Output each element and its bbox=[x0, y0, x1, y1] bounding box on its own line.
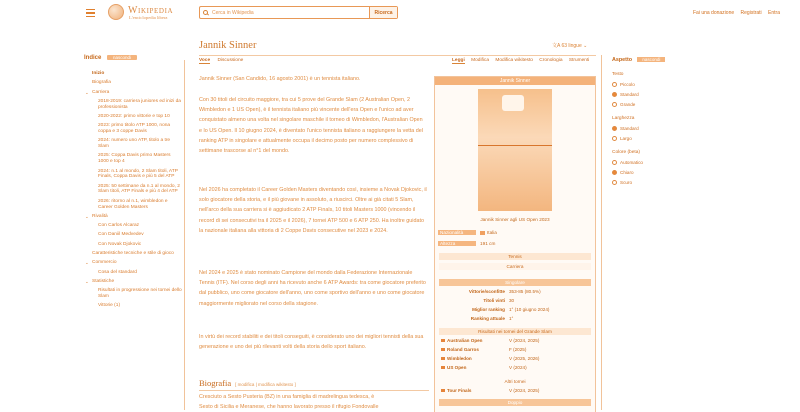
user-links bbox=[688, 10, 780, 16]
toc-item[interactable] bbox=[84, 279, 182, 285]
text-size-option-label: Standard bbox=[620, 92, 639, 97]
table-of-contents bbox=[84, 55, 182, 313]
tools-menu[interactable]: Strumenti bbox=[568, 58, 590, 63]
career-label: Carriera bbox=[439, 263, 591, 270]
toc-item-label: 2020-2022: primo vittorie e top 10 bbox=[98, 113, 170, 119]
toc-item[interactable] bbox=[84, 123, 182, 135]
toc-item-label: 2026: ritorno al n.1, wimbledon e Career Golden Masters bbox=[98, 198, 168, 210]
text-size-option[interactable] bbox=[612, 102, 692, 107]
chevron-down-icon[interactable]: ⌄ bbox=[85, 278, 89, 284]
chevron-down-icon: ⌄ bbox=[581, 43, 588, 49]
color-option-label: Automatico bbox=[620, 160, 643, 165]
toc-item[interactable] bbox=[84, 153, 182, 165]
infobox-row bbox=[439, 338, 591, 343]
appearance-divider bbox=[601, 55, 602, 410]
flag-icon bbox=[441, 389, 445, 392]
flag-icon bbox=[441, 366, 445, 369]
infobox-row-key[interactable]: Wimbledon bbox=[447, 356, 472, 361]
nationality-row: Nazionalità Italia bbox=[440, 230, 497, 235]
donate-link[interactable]: Fai una donazione bbox=[692, 10, 735, 16]
toc-item-label: Commercio bbox=[92, 260, 117, 266]
text-size-option-label: Piccolo bbox=[620, 82, 635, 87]
text-size-option[interactable] bbox=[612, 92, 692, 97]
main-menu-icon[interactable] bbox=[86, 9, 95, 17]
view-tabs bbox=[452, 58, 594, 63]
toc-item-label: Rivalità bbox=[92, 213, 108, 219]
infobox-row-key[interactable]: Tour Finals bbox=[447, 388, 472, 393]
toc-item-label: 2024: n.1 al mondo, 2 Slam titoli, ATP Finals, Coppa Davis e più 5 del ATP bbox=[98, 168, 178, 180]
infobox-row-key: Titoli vinti bbox=[483, 298, 505, 303]
toc-hide-button[interactable]: nascondi bbox=[107, 55, 137, 60]
tab-article[interactable]: Voce bbox=[199, 58, 211, 63]
infobox-row-value: V (2024, 2025) bbox=[509, 388, 540, 393]
toc-item-label: Caratteristiche tecniche e stile di gioco bbox=[92, 251, 174, 257]
color-option[interactable] bbox=[612, 180, 692, 185]
toc-item[interactable] bbox=[84, 303, 182, 309]
infobox-row bbox=[439, 289, 591, 294]
lead-paragraph-1: Jannik Sinner (San Candido, 16 agosto 2001) è un tennista italiano. bbox=[199, 76, 361, 82]
namespace-tabs bbox=[199, 58, 249, 63]
player-photo[interactable] bbox=[478, 89, 552, 211]
text-size-option-label: Grande bbox=[620, 102, 636, 107]
infobox-row-key[interactable]: Australian Open bbox=[447, 338, 483, 343]
infobox-row-value: V (2024, 2025) bbox=[509, 338, 540, 343]
infobox-row-value: 353-85 (80.5%) bbox=[509, 289, 541, 294]
toc-item[interactable] bbox=[84, 260, 182, 266]
toc-item[interactable] bbox=[84, 251, 182, 257]
radio-icon[interactable] bbox=[612, 170, 617, 175]
infobox-row-value: 30 bbox=[509, 298, 515, 303]
search-button[interactable]: Ricerca bbox=[369, 7, 397, 18]
slam-results-label: Risultati nei tornei del Grande Slam bbox=[439, 328, 591, 335]
flag-icon bbox=[480, 231, 485, 235]
width-label: Larghezza bbox=[612, 116, 635, 121]
wikipedia-globe-logo[interactable] bbox=[108, 4, 124, 20]
chevron-down-icon[interactable]: ⌄ bbox=[85, 260, 89, 266]
radio-icon[interactable] bbox=[612, 160, 617, 165]
infobox-row-value: F (2025) bbox=[509, 347, 527, 352]
toc-item-label: 2023: primo titolo ATP 1000, nona coppa e 3 coppe Davis bbox=[98, 123, 171, 135]
tabs-divider bbox=[199, 55, 596, 56]
infobox-row-value: V (2025, 2026) bbox=[509, 356, 540, 361]
search-input[interactable]: Cerca in Wikipedia bbox=[212, 10, 254, 16]
radio-icon[interactable] bbox=[612, 102, 617, 107]
infobox-header: Jannik Sinner bbox=[435, 77, 595, 85]
toc-item[interactable] bbox=[84, 223, 182, 229]
infobox-row-key[interactable]: Roland Garros bbox=[447, 347, 479, 352]
infobox-row-key[interactable]: US Open bbox=[447, 365, 467, 370]
radio-icon[interactable] bbox=[612, 136, 617, 141]
height-row: Altezza 191 cm bbox=[440, 241, 496, 246]
tab-read[interactable]: Leggi bbox=[452, 58, 465, 63]
toc-item-label: Cosa del standard bbox=[98, 269, 137, 275]
appearance-title: Aspetto bbox=[612, 57, 633, 63]
toc-item[interactable] bbox=[84, 270, 182, 276]
chevron-down-icon[interactable]: ⌄ bbox=[85, 213, 89, 219]
toc-list bbox=[84, 71, 182, 309]
singles-band: Singolare bbox=[439, 279, 591, 286]
infobox-row bbox=[439, 365, 591, 370]
toc-item[interactable] bbox=[84, 288, 182, 300]
toc-item-label: Con Carlos Alcaraz bbox=[98, 223, 140, 229]
toc-item[interactable] bbox=[84, 214, 182, 220]
color-label: Colore (beta) bbox=[612, 150, 640, 155]
toc-item[interactable] bbox=[84, 114, 182, 120]
infobox-row bbox=[439, 388, 591, 393]
width-option[interactable] bbox=[612, 136, 692, 141]
appearance-hide-button[interactable]: nascondi bbox=[637, 57, 665, 62]
chevron-down-icon[interactable]: ⌄ bbox=[85, 89, 89, 95]
toc-item[interactable] bbox=[84, 199, 182, 211]
flag-icon bbox=[441, 348, 445, 351]
search-icon bbox=[200, 7, 210, 18]
color-option-label: Chiaro bbox=[620, 170, 634, 175]
infobox-row-value: V (2024) bbox=[509, 365, 527, 370]
toc-item[interactable] bbox=[84, 90, 182, 96]
toc-item[interactable] bbox=[84, 99, 182, 111]
login-link[interactable]: Entra bbox=[768, 10, 780, 16]
toc-item-label: Risultati in progressione nei tornei dello Slam bbox=[98, 288, 182, 300]
header bbox=[0, 0, 800, 28]
section-underline bbox=[199, 390, 429, 391]
infobox-row bbox=[439, 356, 591, 361]
logo-tagline: L'enciclopedia libera bbox=[129, 15, 168, 20]
section-heading-biografia: Biografia [ modifica | modifica wikitesto ] bbox=[199, 378, 296, 388]
toc-item[interactable] bbox=[84, 138, 182, 150]
toc-item-label: 2025: Coppa Davis primo Masters 1000 e top 4 bbox=[98, 153, 171, 165]
sport-label: Tennis bbox=[439, 253, 591, 260]
photo-caption: Jannik Sinner agli US Open 2023 bbox=[480, 217, 550, 222]
text-size-option[interactable] bbox=[612, 82, 692, 87]
toc-item[interactable] bbox=[84, 242, 182, 248]
color-option-label: Scuro bbox=[620, 180, 633, 185]
toc-item-label: Vittorie (1) bbox=[98, 303, 121, 309]
toc-item[interactable] bbox=[84, 71, 182, 77]
text-size-label: Testo bbox=[612, 72, 624, 77]
toc-title: Indice bbox=[84, 55, 102, 61]
infobox-row-value: 1° (10 giugno 2024) bbox=[509, 307, 550, 312]
toc-item-label: Con Daniil Medvedev bbox=[98, 232, 144, 238]
logo-wordmark[interactable]: Wikipedia bbox=[128, 5, 174, 16]
flag-icon bbox=[441, 339, 445, 342]
infobox-row bbox=[439, 316, 591, 321]
infobox-row-key: Ranking attuale bbox=[470, 316, 505, 321]
radio-icon[interactable] bbox=[612, 82, 617, 87]
other-tournaments-label: Altri tornei bbox=[504, 379, 526, 384]
doubles-band: Doppio bbox=[439, 399, 591, 406]
lead-paragraph-4: Nel 2024 e 2025 è stato nominato Campione del mondo dalla Federazione Internazionale Tennis (ITF). Nel corso degli anni ha ricevuto anche 6 ATP Awards: tra come giocatore preferito dal pubblico, uno come giocatore dell'anno, uno come sportivo dell'anno e uno come giocatore maggiormente migliorato nel corso della stagione. bbox=[199, 270, 426, 307]
lead-paragraph-2: Con 30 titoli del circuito maggiore, tra cui 5 prove del Grande Slam (2 Australian Open, 2 Wimbledon e 1 US Open), è il tennista italiano più vincente dell'era Open e l'unico ad aver conquistato almeno una volta nel singolare maschile il torneo di Wimbledon, l'Australian Open e lo US Open. Il 10 giugno 2024, è diventato l'unico tennista italiano a raggiungere la vetta del ranking ATP in singolare e attualmente occupa il decimo posto per numero complessivo di settimane trascorse al n°1 del mondo. bbox=[199, 97, 423, 155]
toc-item-label: 2025: 50 settimane da n.1 al mondo, 2 Slam titoli, ATP Finals e più 4 del ATP bbox=[98, 183, 180, 195]
width-option-label: Largo bbox=[620, 136, 632, 141]
lead-paragraph-3: Nel 2026 ha completato il Career Golden Masters diventando così, insieme a Novak Djokovic, il solo giocatore della storia, e il più giovane in assoluto, a riuscirci. Oltre ai già citati 5 Slam, nell'arco della sua carriera si è aggiudicato 2 ATP Finals, 10 titoli Masters 1000 (vincendo il record di sei consecutivi tra il 2025 e il 2026), 7 tornei ATP 500 e 6 ATP 250. Ha inoltre guidato la nazionale italiana alla vittoria di 2 Coppe Davis consecutive nel 2023 e 2024. bbox=[199, 187, 427, 234]
infobox bbox=[434, 76, 596, 412]
search-box bbox=[199, 6, 398, 19]
tab-edit[interactable]: Modifica bbox=[471, 58, 490, 63]
toc-item[interactable] bbox=[84, 80, 182, 86]
translate-icon: 文A bbox=[552, 43, 562, 49]
toc-item-label: 2024: numero uno ATP, titolo a tre Slam bbox=[98, 138, 171, 150]
radio-icon[interactable] bbox=[612, 126, 617, 131]
width-option-label: Standard bbox=[620, 126, 639, 131]
biografia-text: Cresciuto a Sesto Pusteria (BZ) in una famiglia di madrelingua tedesca, è Sesto di Sicilia e Meranese, che hanno lavorato presso il rifugio Fondovalle bbox=[199, 394, 379, 411]
infobox-row-value: 1° bbox=[509, 316, 514, 321]
color-option[interactable] bbox=[612, 160, 692, 165]
appearance-panel bbox=[612, 57, 692, 185]
radio-icon[interactable] bbox=[612, 180, 617, 185]
tab-edit-source[interactable]: Modifica wikitesto bbox=[495, 58, 533, 63]
infobox-row-key: Miglior ranking bbox=[472, 307, 505, 312]
toc-item-label: Carriera bbox=[92, 89, 110, 95]
infobox-row bbox=[439, 298, 591, 303]
toc-item-label: Statistiche bbox=[92, 278, 115, 284]
toc-item[interactable] bbox=[84, 232, 182, 238]
toc-item[interactable] bbox=[84, 184, 182, 196]
page-title: Jannik Sinner bbox=[199, 40, 257, 51]
toc-item-label: Biografia bbox=[92, 80, 111, 86]
flag-icon bbox=[441, 357, 445, 360]
tab-talk[interactable]: Discussione bbox=[217, 58, 244, 63]
lead-paragraph-5: In virtù dei record stabiliti e dei titoli conseguiti, è considerato uno dei migliori tennisti della sua generazione e uno dei più rilevanti volti della storia dello sport italiano. bbox=[199, 334, 424, 351]
infobox-row bbox=[439, 307, 591, 312]
toc-item[interactable] bbox=[84, 169, 182, 181]
toc-item-label: Con Novak Djokovic bbox=[98, 241, 142, 247]
width-option[interactable] bbox=[612, 126, 692, 131]
radio-icon[interactable] bbox=[612, 92, 617, 97]
color-option[interactable] bbox=[612, 170, 692, 175]
section-edit-links[interactable]: [ modifica | modifica wikitesto ] bbox=[235, 382, 296, 387]
infobox-row-key: Vittorie/sconfitte bbox=[468, 289, 505, 294]
toc-item-label: 2018-2019: carriera juniores ed inizi da professionista bbox=[98, 98, 181, 110]
language-selector[interactable]: 文A 63 lingue ⌄ bbox=[552, 43, 588, 49]
toc-item-label: Inizio bbox=[92, 71, 105, 76]
register-link[interactable]: Registrati bbox=[740, 10, 762, 16]
tab-history[interactable]: Cronologia bbox=[539, 58, 563, 63]
infobox-row bbox=[439, 347, 591, 352]
toc-divider bbox=[184, 60, 185, 410]
